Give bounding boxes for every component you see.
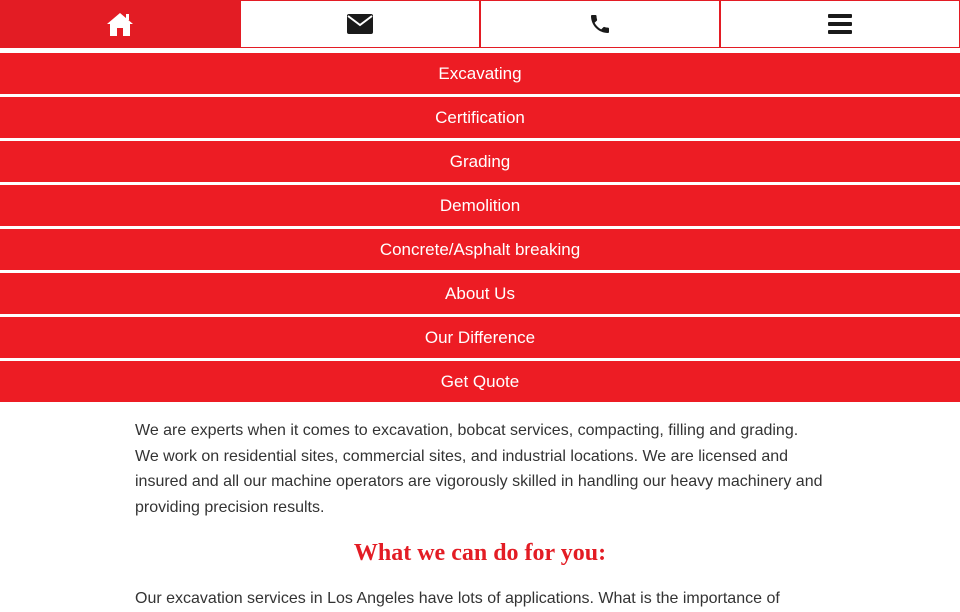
menu-item-concrete-asphalt-breaking[interactable]: Concrete/Asphalt breaking: [0, 229, 960, 270]
envelope-icon: [346, 13, 374, 35]
hamburger-menu-icon: [828, 13, 852, 35]
phone-icon: [588, 12, 612, 36]
email-button[interactable]: [240, 0, 480, 48]
home-button[interactable]: [0, 0, 240, 48]
main-content: [135, 418, 825, 612]
menu-item-grading[interactable]: Grading: [0, 141, 960, 182]
menu-item-about-us[interactable]: About Us: [0, 273, 960, 314]
menu-item-certification[interactable]: Certification: [0, 97, 960, 138]
menu-item-get-quote[interactable]: Get Quote: [0, 361, 960, 402]
menu-item-our-difference[interactable]: Our Difference: [0, 317, 960, 358]
top-action-bar: [0, 0, 960, 50]
dropdown-menu: [0, 53, 960, 402]
menu-toggle-button[interactable]: [720, 0, 960, 48]
home-icon: [106, 11, 134, 37]
menu-item-excavating[interactable]: Excavating: [0, 53, 960, 94]
menu-item-demolition[interactable]: Demolition: [0, 185, 960, 226]
phone-button[interactable]: [480, 0, 720, 48]
section-heading: What we can do for you:: [353, 540, 607, 566]
body-paragraph: Our excavation services in Los Angeles have lots of applications. What is the importance of: [135, 590, 780, 607]
intro-paragraph: We are experts when it comes to excavation, bobcat services, compacting, filling and grading. We work on residential sites, commercial sites, and industrial locations. We are licensed and insured and all our machine operators are vigorously skilled in handling our heavy machinery and providing precision results.: [135, 422, 823, 516]
